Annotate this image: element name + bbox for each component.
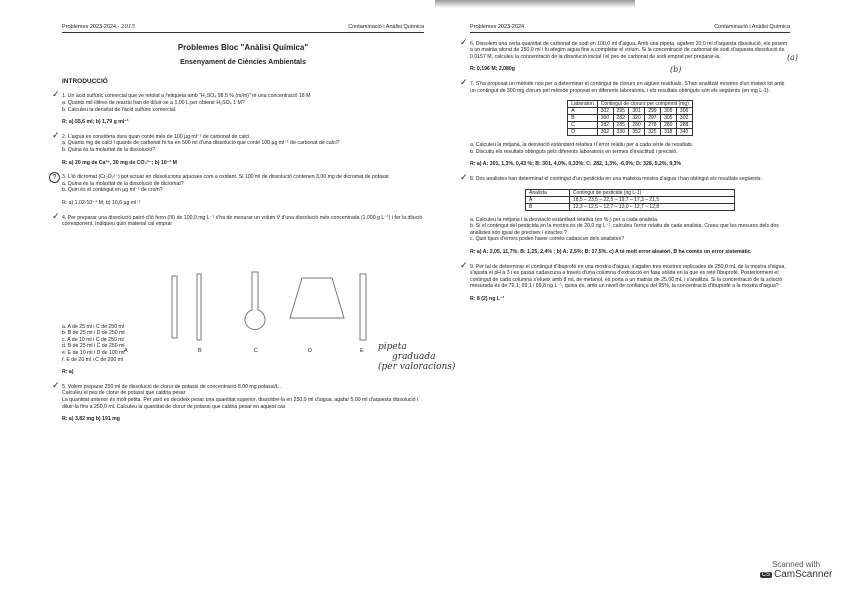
table-cell: 12,3 – 12,5 – 12,7 – 12,0 – 12,7 – 12,8: [569, 203, 734, 210]
table-cell: 320: [629, 115, 645, 122]
chlorides-table: [567, 100, 693, 136]
table-cell: 300: [597, 115, 613, 122]
table-cell: 285: [613, 122, 629, 129]
watermark-line1: Scanned with: [771, 560, 821, 569]
option: a. A de 25 ml i C de 250 ml: [62, 323, 124, 330]
problem-6: [460, 36, 798, 74]
problem-8: [460, 171, 790, 256]
table-header: Analista: [526, 189, 570, 196]
table-cell: 297: [645, 115, 661, 122]
part-b: b. Quina és la molaritat de la dissolució?: [62, 146, 156, 153]
table-header: Laboratori: [568, 101, 598, 108]
header-right: Contaminació i Anàlisi Química: [714, 24, 790, 30]
table-cell: D: [568, 129, 598, 136]
scan-edge: [435, 0, 635, 8]
problem-text: 6. Dissolem una certa quantitat de carbonat de sodi en 100,0 ml d'aigua. Amb una pipeta, agafem 20,0 ml d'aquesta dissolució, els posem a un matràs aforat de 250,0 ml i hi afegim aigua fins a completar el volum. Si la concentració de carbonat de sodi d'aquesta dissolució és 0,0157 M, calculeu la concentració de la dissolució inicial i el pes de carbonat de sodi emprat per preparar-la.: [470, 40, 788, 60]
question-mark-icon: ?: [49, 172, 60, 183]
part-a: a. Quina és la molaritat de la dissolució de dicromat?: [62, 180, 184, 187]
handwritten-year: 2015: [121, 24, 136, 30]
erlenmeyer: [290, 278, 344, 318]
table-cell: C: [568, 122, 598, 129]
table-row: [568, 122, 693, 129]
option: d. B de 25 ml i C de 250 ml: [62, 343, 125, 350]
note-line: (per valoracions): [378, 362, 456, 372]
problem-4: [52, 210, 424, 228]
part-a: a. Calculeu la mitjana, la desviació estàndard relativa i l'error relatiu per a cada sèrie de resultats.: [470, 142, 694, 149]
pipette-a: [172, 276, 177, 338]
problem-text: 2. L'aigua es considera dura quan conté més de 100 µg ml⁻¹ de carbonat de calci.: [62, 133, 251, 140]
note-line: pipeta: [378, 342, 407, 352]
problem-text: 1. Un àcid sulfúric comercial que ve retolat a l'etiqueta amb "H₂SO₄ 98,5 % (m/m)" té una concentració 18 M: [62, 93, 311, 100]
check-mark-icon: ✓: [460, 76, 468, 87]
problem-7: [460, 76, 790, 168]
label-b: B: [198, 348, 202, 354]
glassware-illustration: [62, 268, 424, 348]
glassware-figure: [62, 268, 424, 358]
label-a: A: [124, 348, 128, 354]
header-left: Problemes 2023-2024: [470, 24, 525, 30]
table-cell: 306: [676, 108, 692, 115]
camscanner-watermark: [754, 560, 838, 590]
answer: R: a) 20 mg de Ca²⁺, 30 mg de CO₃²⁻; b) 10⁻³ M: [62, 159, 177, 166]
table-cell: 280: [629, 122, 645, 129]
handwritten-note: [378, 342, 455, 372]
answer: R: a) A: 2,05, 11,7%; B: 1,25, 2,4% ; b) A: 2,5%; B: 37,5%. c) A té molt error aleatori, B ha comès un error sistemàtic: [470, 248, 751, 255]
problem-text: 4. Per preparar una dissolució patró d'ió ferro (III) de 100,0 mg L⁻¹ s'ha de mesurar un volum V d'una dissolució més concentrada (1,000 g L⁻¹) i fer la dilució corresponent. Indiqueu quin material cal emprar: [62, 214, 423, 228]
volumetric-flask: [245, 272, 265, 330]
part-a: a. Quants mg de calci i quants de carbonat hi ha en 500 ml d'una dissolució que conté 100 µg ml⁻¹ de carbonat de calci?: [62, 140, 340, 147]
part-a: a. Quants mil·lilitres de reactiu han de diluir-se a 1,00 L per obtenir H₂SO₄ 1 M?: [62, 99, 245, 106]
table-row: [568, 115, 693, 122]
table-row: [568, 108, 693, 115]
page-header: [62, 24, 424, 33]
document-subtitle: Ensenyament de Ciències Ambientals: [180, 59, 306, 67]
option: c. A de 10 ml i C de 250 ml: [62, 336, 124, 343]
table-cell: B: [526, 203, 570, 210]
table-cell: 282: [613, 115, 629, 122]
part-b: b. Discutiu els resultats obtinguts pels diferents laboratoris en termes d'exactitud i precisió.: [470, 148, 678, 155]
problem-text: 3. L'ió dicromat (Cr₂O₇²⁻) pot actuar en dissolucions aquoses com a oxidant. Si 100 ml de dissolució contenen 3,00 mg de dicromat de potassi:: [62, 174, 390, 181]
table-cell: A: [526, 196, 570, 203]
option: f. E de 20 ml i C de 200 ml: [62, 356, 124, 363]
document-title: Problemes Bloc "Anàlisi Química": [177, 42, 309, 52]
problem-1: [52, 89, 424, 126]
table-cell: 282: [597, 122, 613, 129]
problem-text: 7. S'ha proposat un mètode nou per a determinar el contingut de clorurs en aigües residuals. S'han analitzat mostres d'un mateix lot amb un contingut de 300 mg clorurs pel mètode proposat en diferents laboratoris, i els resultats obtinguts són els següents (en mg L-1):: [470, 80, 785, 94]
table-cell: 340: [676, 129, 692, 136]
part-a: Calculeu el pes de clorur de potassi que caldria pesar: [62, 390, 186, 397]
table-cell: 18,5 – 23,5 – 22,5 – 19,7 – 17,3 – 21,5: [569, 196, 734, 203]
label-d: D: [308, 348, 312, 354]
part-b: La quantitat anterior és molt petita. Per això es decideix pesar una quantitat superior, dissoldre-la en 250,0 ml d'aigua, agafar 5,00 ml d'aquesta dissolució i diluir-la fins a 250,0 ml. Calculeu la quantitat de clorur de potassi que caldria pesar en aquest cas: [62, 397, 419, 410]
part-b: b. Si el contingut del pesticida en la mostra és de 20,0 ng L⁻¹, calculeu l'error relatiu de cada analista. Creeu que les mesures dels dos analistes són igual de precises i exactes ?: [470, 223, 779, 236]
check-mark-icon: ✓: [460, 36, 468, 47]
left-page: [52, 24, 424, 423]
header-left: Problemes 2023-2024 -: [62, 24, 120, 30]
answer: R: a) 1,02·10⁻⁴ M; b) 10,6 µg ml⁻¹: [62, 199, 141, 206]
table-cell: 301: [629, 108, 645, 115]
watermark-line2: CamScanner: [773, 569, 833, 580]
option: b. B de 25 ml i D de 250 ml: [62, 330, 125, 337]
problem-text: 5. Volem preparar 250 ml de dissolució de clorur de potassi de concentració 8,00 mg potassi/L .: [62, 383, 282, 390]
table-row: [526, 196, 735, 203]
page-header: [470, 24, 790, 33]
part-c: c. Quin tipus d'errors poden haver comès cadascun dels analistes?: [470, 236, 625, 243]
answer: R: a) 55,6 ml; b) 1,79 g ml⁻¹: [62, 119, 129, 126]
table-cell: 305: [661, 108, 677, 115]
table-header: Contingut de clorurs per comprimit (mg): [597, 101, 692, 108]
problem-5: [52, 379, 424, 423]
answer: R: 8 (2) ng L⁻¹: [470, 295, 505, 302]
table-cell: 325: [645, 129, 661, 136]
table-cell: 302: [597, 129, 613, 136]
table-cell: B: [568, 115, 598, 122]
table-cell: 299: [645, 108, 661, 115]
table-cell: 288: [676, 122, 692, 129]
answer: R: a) A: 301, 1,3%, 0,43 %; B: 301, 4,0%, 0,33%; C: 282, 1,3%, -6,0%; D: 328, 5,2%, 9,3%: [470, 161, 682, 168]
table-cell: 295: [613, 108, 629, 115]
pesticide-table: [525, 189, 735, 211]
check-mark-icon: ✓: [460, 171, 468, 182]
table-cell: 318: [661, 129, 677, 136]
table-cell: 302: [597, 108, 613, 115]
table-cell: A: [568, 108, 598, 115]
label-c: C: [254, 348, 258, 354]
problem-9: [460, 259, 790, 303]
check-mark-icon: ✓: [52, 210, 60, 221]
right-page: [460, 24, 798, 302]
handwritten-a: (a): [786, 52, 798, 62]
problem-2: [52, 129, 424, 166]
answer: R: a) 3,82 mg b) 191 mg: [62, 416, 120, 423]
label-e: E: [360, 348, 364, 354]
handwritten-b: (b): [670, 64, 682, 74]
check-mark-icon: ✓: [52, 89, 60, 100]
option: e. E de 10 ml i D de 100 ml: [62, 350, 125, 357]
part-a: a. Calculeu la mitjana i la desviació estàndard relativa (en %,) per a cada analista.: [470, 216, 659, 223]
table-header: Contingut de pesticida (ng L-1): [569, 189, 734, 196]
problem-text: 9. Per tal de determinar el contingut d'ibuprofè en una mostra d'aigua, s'agafen tres mostres replicades de 250,0 mL de la mostra d'aigua, s'ajusta el pH a 3 i es passa cadascuna a través d'una columna d'extracció en fase sòlida en la que es reté l'ibuprofè. Posteriorment el contingut de cada columna s'elueix amb 8 mL de metanol, es porta a un matràs de 25,00 mL i s'analitza. Si la concentració de la solució mesurada és de 79,1; 69,1 i 69,8 ng L⁻¹, quina és, amb un nivell de confiança del 95%, la concentració d'ibuprofè a la mostra d'aigua?: [470, 263, 786, 290]
pipette-b: [197, 274, 201, 340]
answer: R: 0,196 M; 2,080g: [470, 66, 515, 73]
table-cell: 305: [661, 115, 677, 122]
problem-3: [52, 174, 424, 206]
check-mark-icon: ✓: [52, 379, 60, 390]
burette: [360, 274, 366, 340]
answer: R: a): [62, 369, 74, 376]
section-heading: INTRODUCCIÓ: [62, 77, 108, 85]
table-cell: 330: [613, 129, 629, 136]
note-line: graduada: [392, 352, 436, 362]
table-row: [568, 129, 693, 136]
table-row: [526, 203, 735, 210]
camscanner-icon: CS: [761, 571, 770, 578]
check-mark-icon: ✓: [52, 129, 60, 140]
problem-text: 8. Dos analistes han determinat el contingut d'un pesticida en una mateixa mostra d'aigua i han obtingut els resultats següents:: [470, 175, 762, 182]
table-cell: 352: [629, 129, 645, 136]
header-right: Contaminació i Anàlisi Química: [348, 24, 424, 30]
table-cell: 278: [645, 122, 661, 129]
part-b: b. Calculeu la densitat de l'àcid sulfúric comercial.: [62, 106, 177, 113]
part-b: b. Quin és el contingut en µg ml⁻¹ de crom?: [62, 187, 163, 194]
check-mark-icon: ✓: [460, 259, 468, 270]
table-cell: 302: [676, 115, 692, 122]
table-cell: 280: [661, 122, 677, 129]
